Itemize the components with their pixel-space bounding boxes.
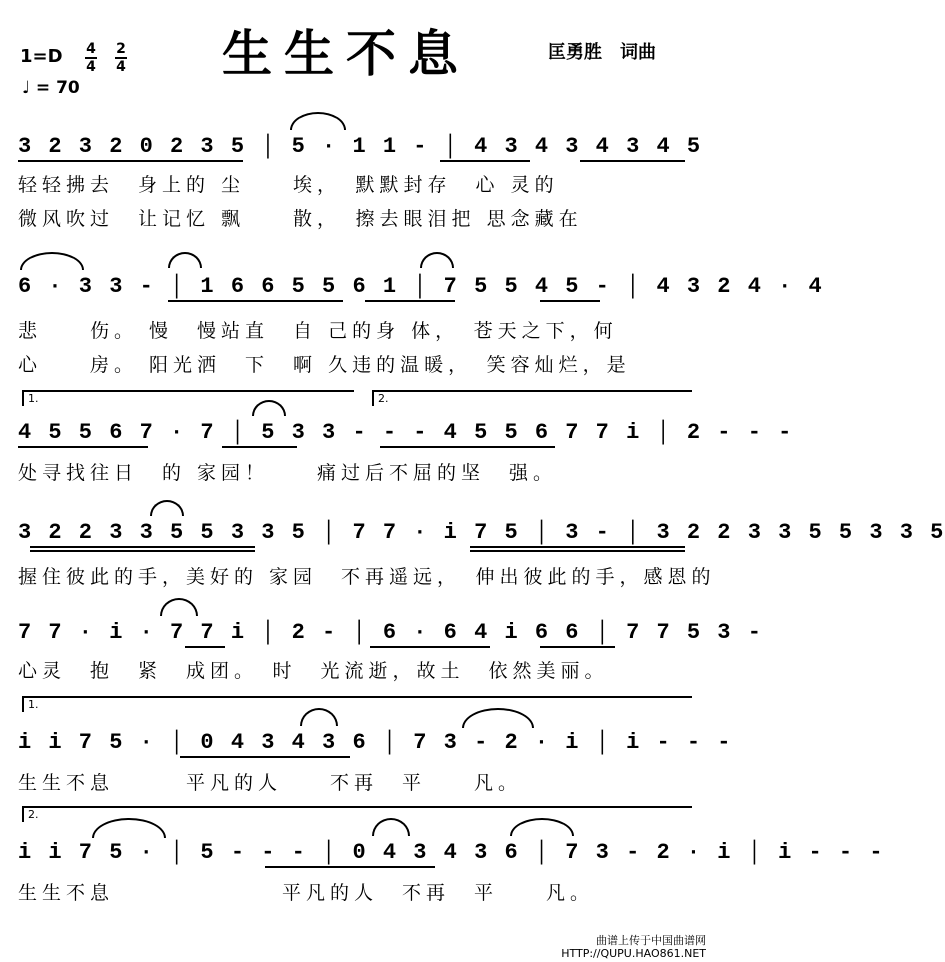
beam-line xyxy=(30,550,255,552)
lyric-row-1b: 微风吹过 让记忆 飘 散， 擦去眼泪把 思念藏在 xyxy=(18,208,583,230)
slur xyxy=(168,252,202,268)
beam-line xyxy=(18,446,148,448)
credits: 匡勇胜 词曲 xyxy=(548,42,656,63)
lyric-row-3: 处寻找往日 的 家园！ 痛过后不屈的坚 强。 xyxy=(18,462,558,484)
volta-bracket-1b xyxy=(22,696,692,712)
lyric-row-1a: 轻轻拂去 身上的 尘 埃， 默默封存 心 灵的 xyxy=(18,174,559,196)
beam-line xyxy=(380,446,555,448)
notes-row-3: 4 5 5 6 7 · 7 │ 5 3 3 - - - 4 5 5 6 7 7 i │ 2 - - - xyxy=(18,420,794,445)
song-title: 生生不息 xyxy=(222,25,470,83)
beam-line xyxy=(180,756,350,758)
tempo-marking: ♩ = 70 xyxy=(22,78,80,98)
volta-bracket-1 xyxy=(22,390,354,406)
volta-number-1b: 1. xyxy=(28,698,39,711)
notes-row-5: 7 7 · i · 7 7 i │ 2 - │ 6 · 6 4 i 6 6 │ 7 7 5 3 - xyxy=(18,620,763,645)
volta-number-2: 2. xyxy=(378,392,389,405)
beam-line xyxy=(580,160,685,162)
time-sig-2-num: 2 xyxy=(116,41,126,57)
beam-line xyxy=(18,160,243,162)
notes-row-1: 3 2 3 2 0 2 3 5 │ 5 · 1 1 - │ 4 3 4 3 4 3 4 5 xyxy=(18,134,703,159)
lyric-row-4: 握住彼此的手，美好的 家园 不再遥远， 伸出彼此的手，感恩的 xyxy=(18,566,716,588)
beam-line xyxy=(540,646,615,648)
slur xyxy=(160,598,198,616)
volta-number-2b: 2. xyxy=(28,808,39,821)
beam-line xyxy=(185,646,225,648)
beam-line xyxy=(222,446,297,448)
beam-line xyxy=(265,866,435,868)
time-sig-1-den: 4 xyxy=(86,59,96,75)
lyric-row-2a: 悲 伤。 慢 慢站直 自 己的身 体， 苍天之下，何 xyxy=(18,320,618,342)
lyric-row-7: 生生不息 平凡的人 不再 平 凡。 xyxy=(18,882,595,904)
beam-line xyxy=(540,300,600,302)
key-signature: 1=D xyxy=(20,46,63,67)
lyric-row-2b: 心 房。 阳光洒 下 啊 久违的温暖， 笑容灿烂，是 xyxy=(18,354,631,376)
beam-line xyxy=(440,160,530,162)
notes-row-7: i i 7 5 · │ 5 - - - │ 0 4 3 4 3 6 │ 7 3 - 2 · i │ i - - - xyxy=(18,840,885,865)
slur xyxy=(20,252,84,270)
volta-bracket-2 xyxy=(372,390,692,406)
time-sig-1-num: 4 xyxy=(86,41,96,57)
beam-line xyxy=(370,646,490,648)
time-sig-2-den: 4 xyxy=(116,59,126,75)
beam-line xyxy=(168,300,343,302)
slur xyxy=(150,500,184,516)
volta-number-1: 1. xyxy=(28,392,39,405)
beam-line xyxy=(470,550,685,552)
notes-row-4: 3 2 2 3 3 5 5 3 3 5 │ 7 7 · i 7 5 │ 3 - │ 3 2 2 3 3 5 5 3 3 5 xyxy=(18,520,945,545)
lyric-row-6: 生生不息 平凡的人 不再 平 凡。 xyxy=(18,772,523,794)
beam-line xyxy=(365,300,455,302)
beam-line xyxy=(30,546,255,548)
beam-line xyxy=(470,546,685,548)
notes-row-6: i i 7 5 · │ 0 4 3 4 3 6 │ 7 3 - 2 · i │ i - - - xyxy=(18,730,733,755)
watermark-line-2: HTTP://QUPU.HAO861.NET xyxy=(561,947,706,960)
notes-row-2: 6 · 3 3 - │ 1 6 6 5 5 6 1 │ 7 5 5 4 5 - │ 4 3 2 4 · 4 xyxy=(18,274,824,299)
slur xyxy=(420,252,454,268)
slur xyxy=(290,112,346,130)
lyric-row-5: 心灵 抱 紧 成团。 时 光流逝，故土 依然美丽。 xyxy=(18,660,609,682)
watermark-line-1: 曲谱上传于中国曲谱网 xyxy=(596,934,706,947)
watermark xyxy=(561,934,706,960)
